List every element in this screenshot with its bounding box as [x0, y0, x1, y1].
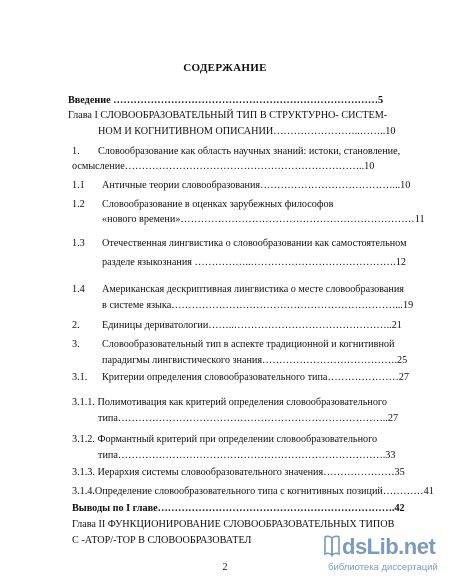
toc-text: Античные теории словообразования…………………………………...10: [102, 180, 411, 191]
toc-text: в системе языка…………………………………………………………...19: [102, 300, 414, 311]
watermark: [318, 532, 448, 578]
toc-number: 1.1: [72, 180, 85, 191]
toc-text: парадигмы лингвистического знания………………………………….25: [102, 355, 408, 366]
page-number: 2: [222, 562, 228, 573]
toc-text: типа…………………………………………………………………….33: [98, 450, 396, 461]
toc-number: 1.4: [72, 284, 85, 295]
toc-number: 1.3: [72, 238, 85, 249]
toc-number: 2.: [72, 320, 80, 331]
toc-text: Глава II ФУНКЦИОНИРОВАНИЕ СЛОВООБРАЗОВАТЕЛЬНЫХ ТИПОВ: [72, 519, 395, 530]
toc-text: «нового времени»……………………………………………………………11: [102, 214, 425, 225]
toc-text: разделе языкознания ……………..…………………………………….12: [102, 257, 406, 268]
toc-text: Американская дескриптивная лингвистика о месте словообразования: [102, 284, 404, 295]
toc-text: Отечественная лингвистика о словообразовании как самостоятельном: [102, 238, 407, 249]
toc-text: С -АТОР/-ТОР В СЛОВООБРАЗОВАТЕЛ: [72, 535, 252, 546]
toc-text: Критерии определения словообразовательного типа…………………27: [102, 372, 409, 383]
toc-text: Единицы дериватологии……..………………………………………..21: [102, 320, 402, 331]
toc-text: 3.1.4.Определение словообразовательного типа с когнитивных позиций…………41: [72, 486, 434, 497]
book-icon: [324, 534, 340, 558]
toc-text: Введение ……………………………………………………………………5: [68, 95, 384, 106]
toc-text: НОМ И КОГНИТИВНОМ ОПИСАНИИ……………………..……..10: [98, 126, 396, 137]
toc-number: 1.2: [72, 199, 85, 210]
toc-number: 1.: [72, 146, 80, 157]
toc-text: 3.1.2. Формантный критерий при определении словообразовательного: [72, 434, 378, 445]
toc-text: типа……………………………………………………………………..27: [98, 413, 399, 424]
toc-text: 3.1.3. Иерархия системы словообразовательного значения…………………35: [72, 467, 405, 478]
toc-text: Словообразовательный тип в аспекте традиционной и когнитивной: [102, 339, 395, 350]
toc-text: Выводы по I главе…………………………………………………………….42: [72, 503, 405, 514]
toc-text: Словообразование в оценках зарубежных философов: [102, 199, 334, 210]
page-title: СОДЕРЖАНИЕ: [183, 62, 267, 74]
toc-text: Глава I СЛОВООБРАЗОВАТЕЛЬНЫЙ ТИП В СТРУКТУРНО- СИСТЕМ-: [68, 110, 388, 121]
watermark-logo-text: dsLib.net: [342, 534, 436, 559]
toc-number: 3.: [72, 339, 80, 350]
toc-number: 3.1.: [72, 372, 88, 383]
toc-text: осмысление……………………………………………………………..10: [72, 161, 375, 172]
toc-text: 3.1.1. Полимотивация как критерий определения словообразовательного: [72, 397, 387, 408]
toc-text: Словообразование как область научных знаний: истоки, становление,: [98, 146, 401, 157]
watermark-subtitle: библиотека диссертаций: [328, 562, 438, 573]
